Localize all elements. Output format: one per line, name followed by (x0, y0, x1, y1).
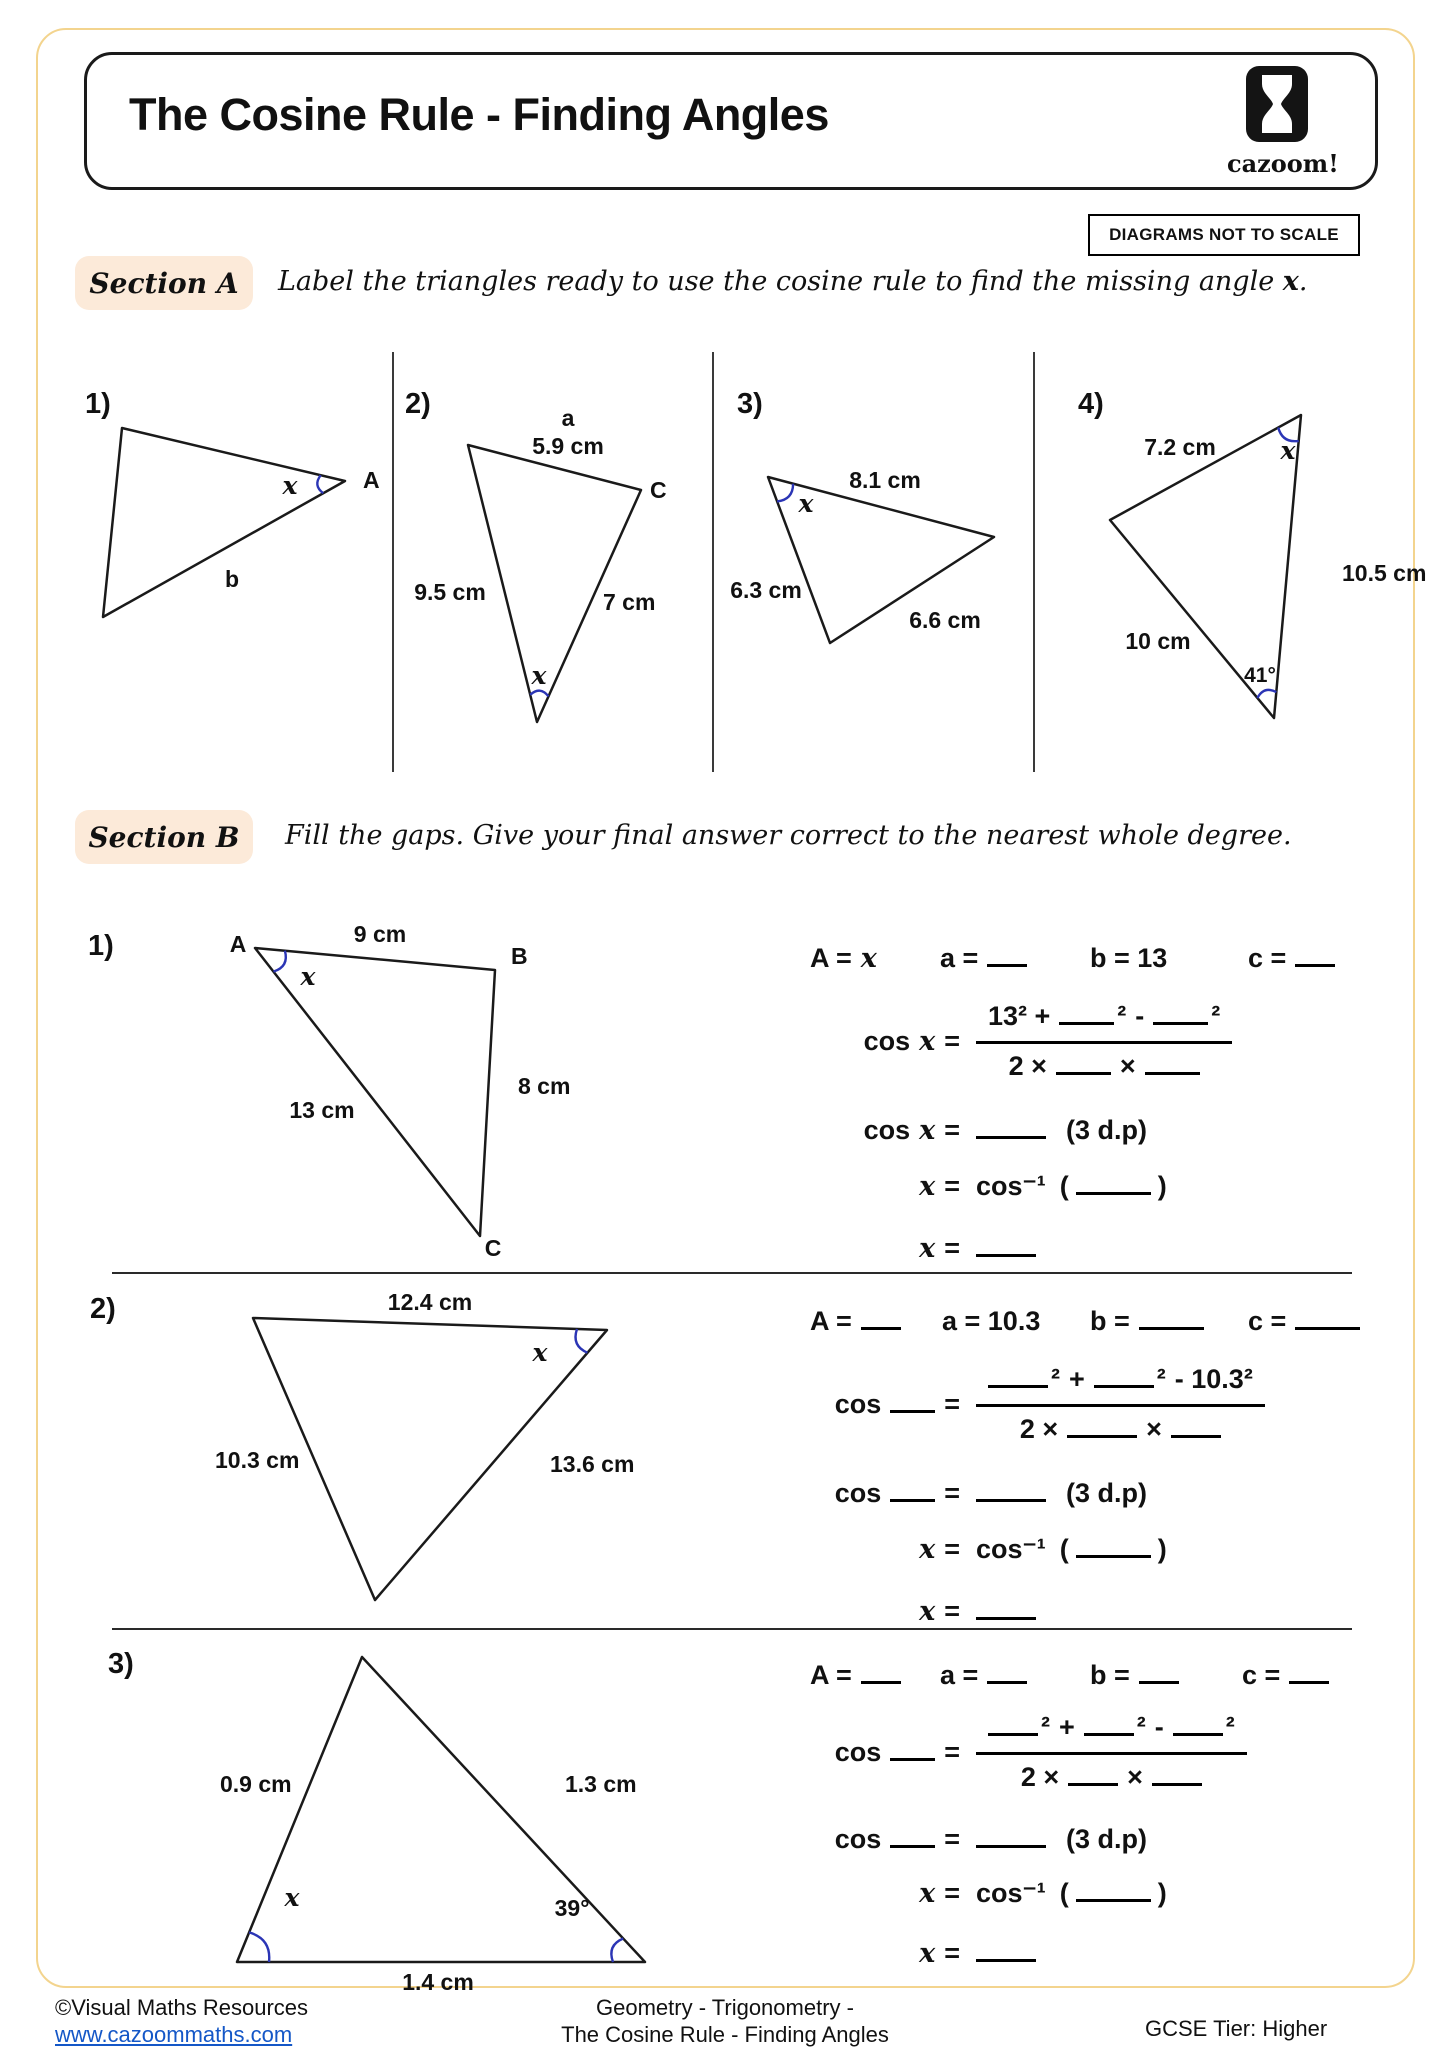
given-label: A = (810, 1306, 852, 1336)
times-sign: × (1146, 1414, 1162, 1445)
fraction-numerator (976, 1364, 1265, 1407)
x-var: x (919, 1026, 936, 1058)
angle-arc (777, 484, 793, 502)
inverse-cos-label: cos⁻¹ (976, 1878, 1046, 1908)
instruction-period: . (1298, 266, 1308, 297)
known-angle-label: 41° (1244, 664, 1276, 687)
answer-blank (890, 1758, 935, 1761)
cos-lhs (790, 1389, 960, 1420)
squared-sign: ² (1136, 1712, 1146, 1742)
angle-label: x (532, 1338, 548, 1367)
problem-separator (112, 1628, 1352, 1630)
cosine-fraction-row (790, 1712, 1247, 1793)
copyright: ©Visual Maths Resources (55, 1995, 309, 2020)
cos-lhs (790, 1026, 960, 1057)
x-lhs (790, 1938, 960, 1969)
brand-name: cazoom! (1227, 149, 1339, 178)
inverse-cos-row (790, 1534, 1167, 1565)
close-paren: ) (1157, 1534, 1167, 1564)
measure-label: 10.3 cm (215, 1447, 300, 1473)
question-number: 2) (405, 388, 431, 420)
problem-separator (112, 1272, 1352, 1274)
measure-label: 9 cm (353, 921, 407, 947)
plus-sign: + (1059, 1712, 1075, 1742)
vertex-label: A (229, 931, 247, 957)
cos-decimal-row (790, 1115, 1147, 1146)
answer-blank (1139, 1327, 1204, 1330)
answer-blank (1289, 1681, 1329, 1684)
cos-lhs (790, 1478, 960, 1509)
final-answer-row (790, 1938, 1036, 1969)
measure-label: 0.9 cm (220, 1771, 292, 1797)
hourglass-icon (1245, 65, 1309, 143)
answer-blank (1056, 1072, 1111, 1075)
plus-sign: + (1069, 1364, 1085, 1394)
cos-decimal-row (790, 1824, 1147, 1855)
vertex-label: C (650, 477, 667, 503)
term: 2 × (1019, 1414, 1059, 1445)
title-box (84, 52, 1378, 190)
minus-sign: - (1135, 1001, 1145, 1031)
measure-label: 10 cm (1125, 628, 1191, 654)
given-item (1090, 1306, 1204, 1337)
footer-topic-line1: Geometry - Trigonometry - (596, 1995, 854, 2020)
answer-blank (861, 1327, 901, 1330)
cosine-fraction-row (790, 1001, 1232, 1082)
x-var: x (919, 1878, 936, 1909)
diagrams-notice: DIAGRAMS NOT TO SCALE (1088, 214, 1360, 256)
equals-sign: = (944, 1233, 960, 1263)
answer-blank (976, 1136, 1046, 1139)
answer-blank (1295, 964, 1335, 967)
equals-sign: = (944, 1534, 960, 1564)
angle-label: x (284, 1883, 300, 1912)
equals-sign: = (944, 1389, 960, 1420)
answer-blank (976, 1959, 1036, 1962)
answer-blank (1152, 1783, 1202, 1786)
equals-sign: = (944, 1478, 960, 1508)
vertex-label: B (511, 943, 528, 969)
instruction-text: Label the triangles ready to use the cosine rule to find the missing angle (278, 266, 1283, 297)
fraction-denominator (1020, 1407, 1221, 1445)
given-item (940, 943, 1027, 974)
given-item (940, 1660, 1027, 1691)
given-label: b = (1090, 1306, 1130, 1336)
term: 2 × (1020, 1762, 1060, 1793)
fraction (976, 1364, 1265, 1445)
answer-blank (987, 964, 1027, 967)
fraction (976, 1001, 1232, 1082)
answer-blank (987, 1681, 1027, 1684)
squared-sign: ² (1225, 1712, 1235, 1742)
squared-sign: ² (1156, 1364, 1166, 1394)
parenthesised-blank (1060, 1534, 1167, 1565)
measure-label: 10.5 cm (1342, 560, 1427, 586)
given-label: c = (1248, 943, 1287, 973)
angle-arc (1257, 690, 1276, 698)
cos-lhs (790, 1824, 960, 1855)
given-label: A = (810, 1660, 852, 1690)
angle-label: x (300, 962, 316, 991)
parenthesised-blank (1060, 1878, 1167, 1909)
measure-label: 6.3 cm (730, 577, 802, 603)
given-item (1090, 1660, 1179, 1691)
answer-blank (890, 1499, 935, 1502)
known-angle-label: 39° (554, 1895, 590, 1921)
footer-center (500, 1994, 950, 2048)
given-item (942, 1306, 1040, 1337)
angle-label: x (798, 489, 814, 518)
cos-label: cos (834, 1737, 882, 1768)
term: 2 × (1008, 1051, 1047, 1082)
given-label: a = (940, 1660, 979, 1690)
tier-label: GCSE Tier: Higher (1145, 2016, 1328, 2041)
close-paren: ) (1157, 1171, 1167, 1201)
question-number: 4) (1078, 388, 1104, 420)
given-item (1090, 943, 1167, 974)
answer-blank (976, 1254, 1036, 1257)
fraction-numerator (976, 1712, 1247, 1755)
measure-label: 13.6 cm (550, 1451, 635, 1477)
final-answer-row (790, 1233, 1036, 1264)
equals-sign: = (944, 1824, 960, 1854)
measure-label: 7.2 cm (1144, 434, 1216, 460)
answer-blank (1076, 1899, 1151, 1902)
triangle-a2 (400, 390, 710, 740)
angle-arc (249, 1932, 269, 1962)
x-lhs (790, 1171, 960, 1202)
angle-arc (274, 951, 286, 972)
given-label: c = (1242, 1660, 1281, 1690)
angle-arc (611, 1939, 623, 1963)
measure-label: 13 cm (289, 1097, 355, 1123)
section-a-instruction (278, 266, 1308, 297)
equals-sign: = (944, 1115, 960, 1145)
close-paren: ) (1157, 1878, 1167, 1908)
answer-blank (890, 1845, 935, 1848)
section-b-label: Section B (75, 810, 253, 864)
x-lhs (790, 1878, 960, 1909)
open-paren: ( (1059, 1878, 1069, 1908)
measure-label: 8 cm (518, 1073, 571, 1099)
equals-sign: = (944, 1596, 960, 1626)
measure-label: 5.9 cm (532, 433, 604, 459)
dp-note: (3 d.p) (1066, 1824, 1147, 1854)
squared-sign: ² (1051, 1364, 1060, 1394)
answer-blank (1059, 1022, 1114, 1025)
measure-label: 7 cm (603, 589, 656, 615)
cos-label: cos (834, 1824, 882, 1854)
x-var: x (919, 1233, 936, 1264)
inverse-cos-label: cos⁻¹ (976, 1171, 1046, 1201)
triangle-b3 (210, 1642, 680, 2002)
answer-blank (1171, 1435, 1221, 1438)
question-number: 3) (108, 1648, 134, 1680)
section-a-label: Section A (75, 256, 253, 310)
angle-label: x (282, 471, 298, 500)
term: 13² + (988, 1001, 1051, 1031)
x-var: x (919, 1938, 936, 1969)
question-number: 2) (90, 1293, 116, 1325)
given-item (810, 943, 877, 974)
given-item (810, 1660, 901, 1691)
given-item (1242, 1660, 1329, 1691)
inverse-cos-row (790, 1171, 1167, 1202)
measure-label: 1.4 cm (402, 1969, 474, 1995)
angle-arc (530, 691, 548, 697)
times-sign: × (1127, 1762, 1143, 1793)
cos-label: cos (834, 1478, 882, 1508)
measure-label: 9.5 cm (414, 579, 486, 605)
triangle-outline (255, 948, 495, 1236)
squared-sign: ² (1117, 1001, 1127, 1031)
divider (712, 352, 714, 772)
dp-note: (3 d.p) (1066, 1478, 1147, 1508)
answer-blank (988, 1733, 1038, 1736)
cos-label: cos (863, 1026, 911, 1057)
given-item (810, 1306, 901, 1337)
x-var: x (919, 1596, 936, 1627)
vertex-label: A (363, 467, 380, 493)
cos-lhs (790, 1737, 960, 1768)
answer-blank (1084, 1733, 1134, 1736)
answer-blank (1145, 1072, 1200, 1075)
measure-label: 8.1 cm (849, 467, 921, 493)
inverse-cos-row (790, 1878, 1167, 1909)
given-item (1248, 1306, 1360, 1337)
answer-blank (988, 1385, 1048, 1388)
given-value: x (860, 943, 877, 974)
given-label: A = (810, 943, 852, 973)
cosine-fraction-row (790, 1364, 1265, 1445)
angle-label: x (531, 661, 547, 690)
dp-note: (3 d.p) (1066, 1115, 1147, 1145)
given-item (1248, 943, 1335, 974)
answer-blank (1076, 1192, 1151, 1195)
x-var: x (919, 1171, 936, 1202)
given-label: a = (940, 943, 979, 973)
question-number: 1) (85, 388, 111, 420)
divider (1033, 352, 1035, 772)
given-label: a = 10.3 (942, 1306, 1041, 1336)
x-var: x (919, 1115, 936, 1146)
answer-blank (1076, 1555, 1151, 1558)
cos-label: cos (834, 1389, 882, 1420)
answer-blank (1068, 1783, 1118, 1786)
parenthesised-blank (1060, 1171, 1167, 1202)
fraction-denominator (1021, 1755, 1202, 1793)
question-number: 3) (737, 388, 763, 420)
fraction-numerator (976, 1001, 1232, 1044)
cazoom-logo (1227, 65, 1339, 178)
measure-label: 1.3 cm (565, 1771, 637, 1797)
angle-arc (317, 475, 323, 493)
x-lhs (790, 1534, 960, 1565)
side-label: a (561, 405, 575, 431)
side-label: b (224, 566, 240, 592)
answer-blank (976, 1499, 1046, 1502)
angle-arc (576, 1329, 588, 1353)
inverse-cos-label: cos⁻¹ (976, 1534, 1046, 1564)
answer-blank (1153, 1022, 1208, 1025)
equals-sign: = (944, 1026, 960, 1057)
term: - 10.3² (1174, 1364, 1253, 1394)
page-title: The Cosine Rule - Finding Angles (129, 89, 829, 140)
given-label: c = (1248, 1306, 1287, 1336)
triangle-outline (468, 445, 641, 722)
answer-blank (1295, 1327, 1360, 1330)
measure-label: 6.6 cm (909, 607, 981, 633)
cos-lhs (790, 1115, 960, 1146)
triangle-a3 (730, 390, 1030, 670)
equals-sign: = (944, 1938, 960, 1968)
measure-label: 12.4 cm (387, 1289, 473, 1315)
triangle-a4 (1070, 385, 1427, 750)
vertex-label: C (484, 1235, 502, 1261)
open-paren: ( (1059, 1534, 1069, 1564)
triangle-b2 (200, 1289, 650, 1622)
question-number: 1) (88, 930, 114, 962)
final-answer-row (790, 1596, 1036, 1627)
x-lhs (790, 1596, 960, 1627)
footer-topic-line2: The Cosine Rule - Finding Angles (561, 2022, 889, 2047)
website-link[interactable]: www.cazoommaths.com (55, 2022, 293, 2047)
squared-sign: ² (1211, 1001, 1221, 1031)
equals-sign: = (944, 1171, 960, 1201)
x-var: x (919, 1534, 936, 1565)
answer-blank (976, 1617, 1036, 1620)
x-var: x (1282, 266, 1299, 297)
cos-decimal-row (790, 1478, 1147, 1509)
fraction (976, 1712, 1247, 1793)
answer-blank (976, 1845, 1046, 1848)
minus-sign: - (1154, 1712, 1164, 1742)
cos-label: cos (863, 1115, 911, 1145)
squared-sign: ² (1041, 1712, 1050, 1742)
equals-sign: = (944, 1737, 960, 1768)
footer-left (55, 1994, 308, 2048)
answer-blank (890, 1410, 935, 1413)
answer-blank (1139, 1681, 1179, 1684)
equals-sign: = (944, 1878, 960, 1908)
x-lhs (790, 1233, 960, 1264)
section-b-instruction: Fill the gaps. Give your final answer correct to the nearest whole degree. (285, 820, 1292, 851)
angle-label: x (1280, 436, 1296, 465)
divider (392, 352, 394, 772)
given-label: b = 13 (1090, 943, 1168, 973)
answer-blank (1067, 1435, 1137, 1438)
triangle-b1 (220, 921, 571, 1263)
answer-blank (1094, 1385, 1154, 1388)
open-paren: ( (1059, 1171, 1069, 1201)
given-label: b = (1090, 1660, 1130, 1690)
answer-blank (1173, 1733, 1223, 1736)
triangle-a1 (70, 395, 390, 635)
answer-blank (861, 1681, 901, 1684)
fraction-denominator (1009, 1044, 1200, 1082)
times-sign: × (1119, 1051, 1136, 1082)
